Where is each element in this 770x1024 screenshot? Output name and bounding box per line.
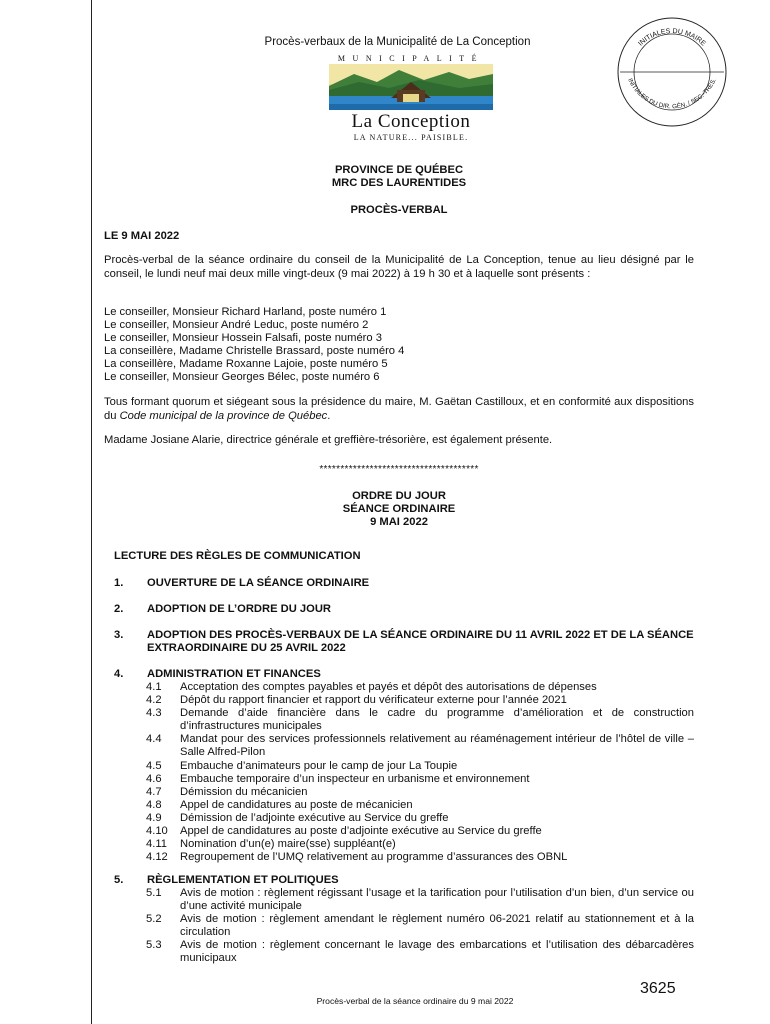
item-number: 4.7 [146, 785, 162, 798]
list-item [146, 825, 694, 838]
item-text: Acceptation des comptes payables et payés et dépôt des autorisations de dépenses [180, 681, 597, 693]
mrc-heading: MRC DES LAURENTIDES [331, 177, 467, 189]
svg-text:INITIALES DU DIR. GÉN. / SEC.- [626, 77, 718, 110]
agenda-title-line: ORDRE DU JOUR [352, 490, 446, 502]
page-footer: Procès-verbal de la séance ordinaire du 9 mai 2022 [316, 996, 514, 1006]
list-item [146, 838, 694, 851]
quorum-text: Tous formant quorum et siégeant sous la présidence du maire, M. Gaëtan Castilloux, et en conformité aux dispositions du [104, 396, 694, 422]
item-number: 4.1 [146, 681, 162, 693]
item-number: 4.9 [146, 811, 162, 824]
item-number: 4.10 [146, 825, 168, 838]
section-number: 4. [114, 668, 124, 680]
item-text: Regroupement de l’UMQ relativement au programme d’assurances des OBNL [180, 851, 568, 864]
agenda-title [104, 490, 694, 529]
list-item [146, 681, 694, 694]
list-item [146, 733, 694, 759]
section-5-items [146, 887, 694, 966]
section-title: ADMINISTRATION ET FINANCES [147, 668, 321, 680]
item-number: 4.11 [146, 838, 167, 851]
item-number: 4.8 [146, 798, 162, 811]
item-number: 5.1 [146, 887, 162, 899]
municipality-logo [316, 54, 506, 146]
intro-paragraph: Procès-verbal de la séance ordinaire du conseil de la Municipalité de La Conception, tenue au lieu désigné par le conseil, le lundi neuf mai deux mille vingt-deux (9 mai 2022) à 19 h 30 et à laquelle sont présents : [104, 254, 694, 280]
item-number: 5.2 [146, 913, 162, 926]
logo-top-text: MUNICIPALITÉ [337, 54, 485, 63]
page-number: 3625 [640, 980, 676, 997]
section-title: ADOPTION DES PROCÈS-VERBAUX DE LA SÉANCE ORDINAIRE DU 11 AVRIL 2022 ET DE LA SÉANCE EXTRAORDINAIRE DU 25 AVRIL 2022 [147, 629, 694, 654]
item-text: Avis de motion : règlement régissant l’usage et la tarification pour l’utilisation d’un bien, d’un service ou d’une activité municipale [180, 887, 694, 913]
meeting-date: LE 9 MAI 2022 [104, 230, 180, 242]
province-heading: PROVINCE DE QUÉBEC [334, 164, 464, 176]
dg-paragraph: Madame Josiane Alarie, directrice générale et greffière-trésorière, est également présente. [104, 434, 553, 446]
stamp-top-text: INITIALES DU MAIRE [637, 28, 707, 48]
item-number: 4.5 [146, 759, 162, 772]
quorum-end: . [327, 409, 331, 422]
list-item [146, 887, 694, 913]
item-text: Avis de motion : règlement concernant le lavage des embarcations et l’utilisation des débarcadères municipaux [180, 939, 694, 965]
svg-text:INITIALES DU MAIRE [637, 28, 707, 48]
list-item [146, 694, 694, 707]
item-text: Embauche temporaire d’un inspecteur en urbanisme et environnement [180, 772, 530, 785]
attendee-line: Le conseiller, Monsieur Georges Bélec, poste numéro 6 [104, 371, 380, 384]
item-text: Appel de candidatures au poste de mécanicien [180, 798, 413, 811]
list-item [146, 786, 694, 799]
attendees-list [104, 306, 694, 385]
item-text: Embauche d’animateurs pour le camp de jour La Toupie [180, 759, 458, 772]
quorum-paragraph [104, 396, 694, 423]
agenda-title-line: 9 MAI 2022 [370, 516, 428, 528]
list-item [146, 799, 694, 812]
agenda-title-line: SÉANCE ORDINAIRE [342, 503, 456, 515]
item-text: Mandat pour des services professionnels relativement au réaménagement intérieur de l’hôtel de ville – Salle Alfred-Pilon [180, 733, 694, 759]
section-title: OUVERTURE DE LA SÉANCE ORDINAIRE [147, 577, 370, 589]
item-number: 5.3 [146, 939, 162, 952]
item-text: Dépôt du rapport financier et rapport du vérificateur externe pour l’année 2021 [180, 694, 567, 707]
logo-name: La Conception [351, 111, 471, 132]
list-item [146, 707, 694, 733]
list-item [146, 773, 694, 786]
code-reference: Code municipal de la province de Québec [119, 409, 328, 422]
item-number: 4.2 [146, 694, 162, 707]
section-4-items [146, 681, 694, 864]
item-number: 4.6 [146, 772, 162, 785]
item-number: 4.12 [146, 851, 168, 864]
section-title: ADOPTION DE L’ORDRE DU JOUR [147, 603, 331, 615]
left-margin-rule [91, 0, 92, 1024]
item-text: Démission de l’adjointe exécutive au Service du greffe [180, 811, 449, 824]
list-item [146, 812, 694, 825]
running-header: Procès-verbaux de la Municipalité de La Conception [264, 36, 531, 48]
logo-tagline: LA NATURE... PAISIBLE. [353, 133, 469, 142]
item-text: Appel de candidatures au poste d’adjointe exécutive au Service du greffe [180, 825, 542, 838]
rules-heading: LECTURE DES RÈGLES DE COMMUNICATION [114, 550, 361, 562]
item-number: 4.3 [146, 707, 162, 720]
list-item [146, 760, 694, 773]
list-item [146, 939, 694, 965]
attendee-line: Le conseiller, Monsieur Hossein Falsafi, poste numéro 3 [104, 332, 382, 345]
item-text: Avis de motion : règlement amendant le règlement numéro 06-2021 relatif au stationnement et à la circulation [180, 913, 694, 939]
list-item [146, 913, 694, 939]
section-number: 2. [114, 603, 124, 615]
section-number: 3. [114, 629, 124, 641]
logo-landscape-icon [329, 64, 493, 110]
item-text: Nomination d’un(e) maire(sse) suppléant(e) [180, 838, 396, 851]
attendee-line: Le conseiller, Monsieur Richard Harland, poste numéro 1 [104, 306, 387, 318]
document-heading: PROCÈS-VERBAL [350, 204, 448, 216]
attendee-line: La conseillère, Madame Christelle Brassard, poste numéro 4 [104, 345, 405, 358]
section-title: RÈGLEMENTATION ET POLITIQUES [147, 874, 339, 886]
initials-stamp [612, 12, 732, 132]
attendee-line: La conseillère, Madame Roxanne Lajoie, poste numéro 5 [104, 358, 388, 371]
attendee-line: Le conseiller, Monsieur André Leduc, poste numéro 2 [104, 319, 369, 332]
item-number: 4.4 [146, 733, 162, 746]
separator-stars: ************************************** [319, 464, 479, 475]
item-text: Demande d’aide financière dans le cadre du programme d’amélioration et de construction d’infrastructures municipales [180, 707, 694, 733]
section-number: 1. [114, 577, 124, 589]
item-text: Démission du mécanicien [180, 785, 308, 798]
section-number: 5. [114, 874, 124, 886]
list-item [146, 851, 694, 864]
stamp-bottom-text: INITIALES DU DIR. GÉN. / SEC.-TRÉS. [626, 77, 718, 111]
